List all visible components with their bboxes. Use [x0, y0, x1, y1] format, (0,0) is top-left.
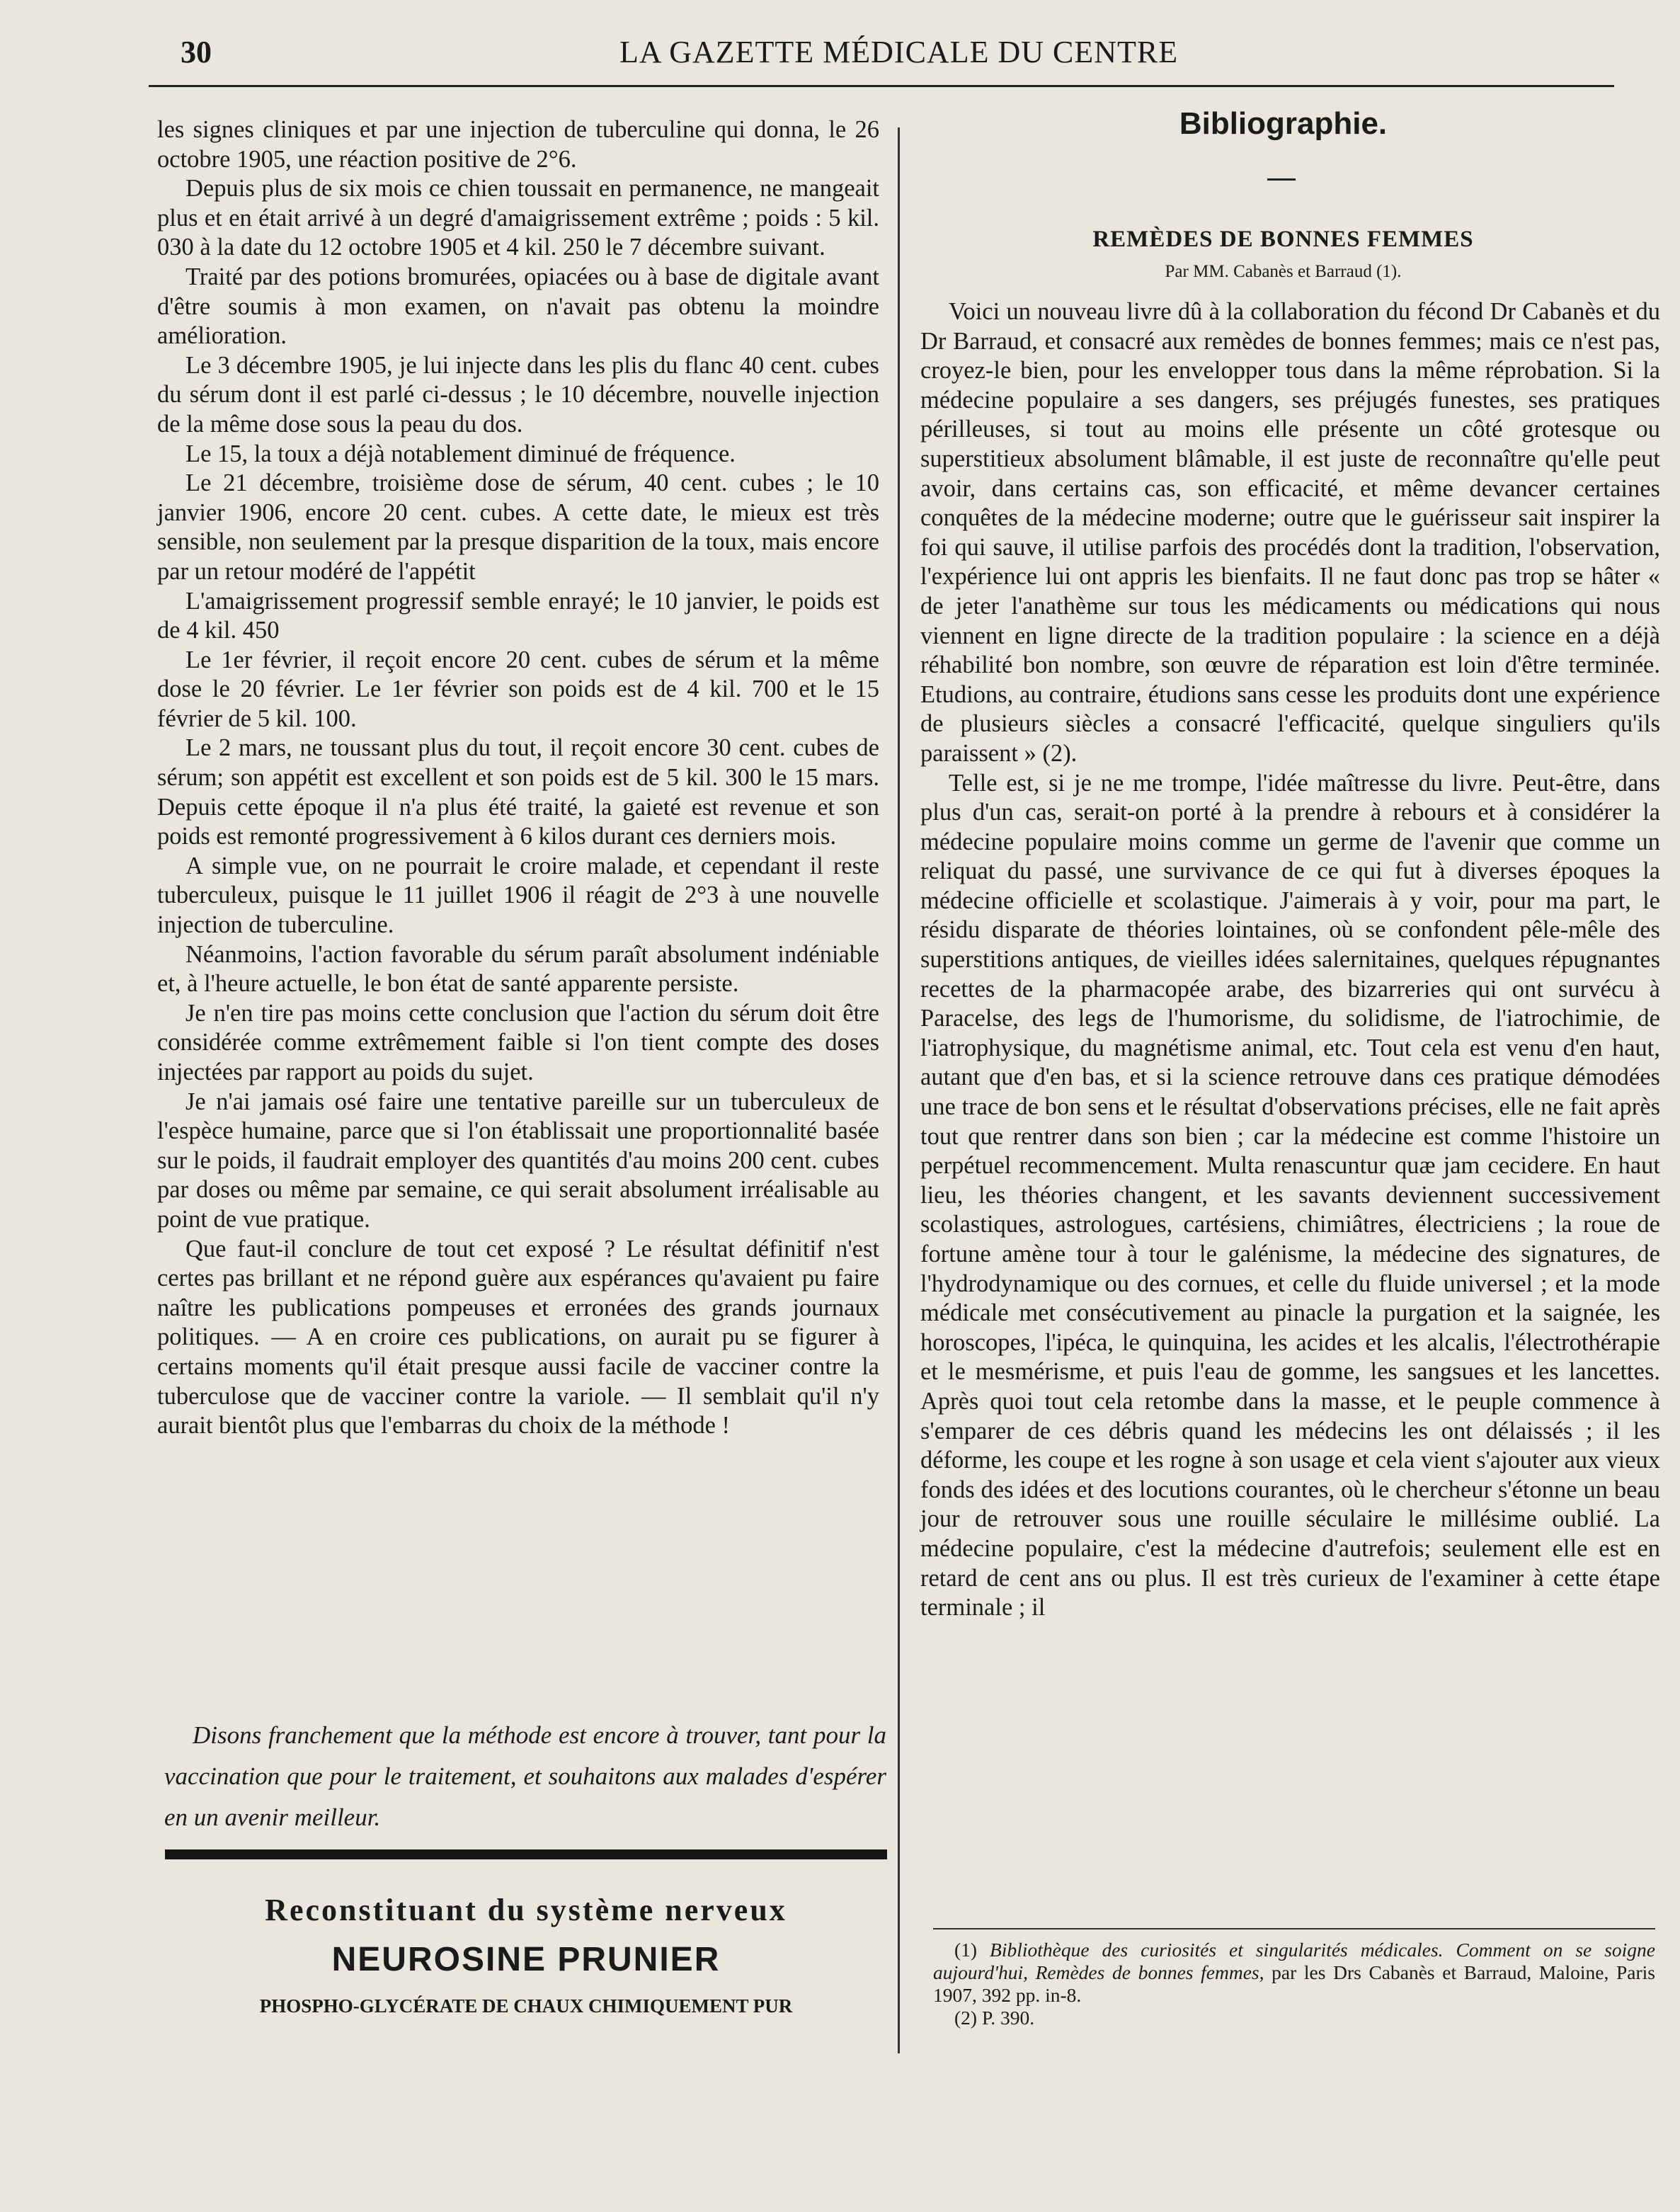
- paragraph: Le 15, la toux a déjà notablement diminué de fréquence.: [185, 440, 736, 467]
- section-title: Bibliographie.: [1179, 106, 1388, 141]
- footnote-rule: [933, 1928, 1655, 1929]
- footnote: [933, 1939, 1655, 2007]
- paragraph: les signes cliniques et par une injection de tuberculine qui donna, le 26 octobre 1905, une réaction positive de 2°6.: [157, 116, 879, 173]
- page-header: [181, 34, 1628, 91]
- paragraph: Le 1er février, il reçoit encore 20 cent. cubes de sérum et la même dose le 20 février. Le 1er février son poids est de 4 kil. 700 et le 15 février de 5 kil. 100.: [157, 646, 879, 732]
- footnotes: [933, 1939, 1655, 2029]
- advertisement-description: PHOSPHO-GLYCÉRATE DE CHAUX CHIMIQUEMENT PUR: [259, 1995, 793, 2017]
- article-byline: Par MM. Cabanès et Barraud (1).: [1165, 262, 1402, 281]
- paragraph: Traité par des potions bromurées, opiacées ou à base de digitale avant d'être soumis à mon examen, on n'avait pas obtenu la moindre amélioration.: [157, 263, 879, 350]
- right-column: [920, 297, 1660, 1623]
- title-dash: [1267, 178, 1296, 181]
- paragraph: Le 21 décembre, troisième dose de sérum, 40 cent. cubes ; le 10 janvier 1906, encore 20 cent. cubes. A cette date, le mieux est très sensible, non seulement par la presque disparition de la toux, mais encore par un retour modéré de l'appétit: [157, 469, 879, 585]
- journal-title: LA GAZETTE MÉDICALE DU CENTRE: [619, 35, 1179, 69]
- closing-paragraph: Disons franchement que la méthode est encore à trouver, tant pour la vaccination que pour le traitement, et souhaitons aux malades d'espérer en un avenir meilleur.: [164, 1721, 886, 1831]
- advertisement-tagline: Reconstituant du système nerveux: [265, 1893, 787, 1927]
- header-rule: [149, 85, 1614, 87]
- paragraph: Le 2 mars, ne toussant plus du tout, il reçoit encore 30 cent. cubes de sérum; son appétit est excellent et son poids est de 5 kil. 300 le 15 mars. Depuis cette époque il n'a plus été traité, la gaieté est revenue et son poids est remonté progressivement à 6 kilos durant ces derniers mois.: [157, 734, 879, 850]
- footnote-marker: (2): [954, 2007, 978, 2029]
- page-number: 30: [181, 35, 212, 69]
- column-divider: [898, 127, 900, 2053]
- paragraph: Depuis plus de six mois ce chien toussait en permanence, ne mangeait plus et en était arrivé à un degré d'amaigrissement extrême ; poids : 5 kil. 030 à la date du 12 octobre 1905 et 4 kil. 250 le 7 décembre suivant.: [157, 175, 879, 261]
- paragraph: Je n'en tire pas moins cette conclusion que l'action du sérum doit être considérée comme extrêmement faible si l'on tient compte des doses injectées par rapport au poids du sujet.: [157, 999, 879, 1085]
- paragraph: Voici un nouveau livre dû à la collaboration du fécond Dr Cabanès et du Dr Barraud, et consacré aux remèdes de bonnes femmes; mais ce n'est pas, croyez-le bien, pour les envelopper tous dans la même réprobation. Si la médecine populaire a ses dangers, ses préjugés funestes, ses pratiques périlleuses, si tout au moins elle présente un côté grotesque ou superstitieux absolument blâmable, il est juste de reconnaître qu'elle peut avoir, dans certains cas, son efficacité, et même devancer certaines conquêtes de la médecine moderne; outre que le guérisseur sait inspirer la foi qui sauve, il utilise parfois des procédés dont la tradition, l'observation, l'expérience lui ont appris les bienfaits. Il ne faut donc pas trop se hâter « de jeter l'anathème sur tous les médicaments ou médications qui nous viennent en ligne directe de la tradition populaire : la science en a déjà réhabilité bon nombre, son œuvre de réparation est loin d'être terminée. Etudions, au contraire, étudions sans cesse les produits dont une expérience de plusieurs siècles a consacré l'efficacité, quelque singuliers qu'ils paraissent » (2).: [920, 298, 1660, 767]
- footnote: [933, 2007, 1655, 2029]
- paragraph: A simple vue, on ne pourrait le croire malade, et cependant il reste tuberculeux, puisque le 11 juillet 1906 il réagit de 2°3 à une nouvelle injection de tuberculine.: [157, 852, 879, 939]
- closing-remark: [164, 1715, 886, 1838]
- paragraph: Je n'ai jamais osé faire une tentative pareille sur un tuberculeux de l'espèce humaine, parce que si l'on établissait une proportionnalité basée sur le poids, il faudrait employer des quantités d'au moins 200 cent. cubes par doses ou même par semaine, ce qui serait absolument irréalisable au point de vue pratique.: [157, 1088, 879, 1233]
- footnote-italic: Bibliothèque des curiosités et singularités médicales. Comment on se soigne aujourd'hui, Remèdes de bonnes femmes,: [933, 1939, 1655, 1983]
- paragraph: L'amaigrissement progressif semble enrayé; le 10 janvier, le poids est de 4 kil. 450: [157, 587, 879, 644]
- left-column: [157, 115, 879, 1441]
- advertisement-rule: [165, 1849, 887, 1859]
- footnote-marker: (1): [954, 1939, 978, 1961]
- footnote-text: P. 390.: [981, 2007, 1035, 2029]
- paragraph: Que faut-il conclure de tout cet exposé ? Le résultat définitif n'est certes pas brillant et ne répond guère aux espérances qu'avaient pu faire naître les publications pompeuses et erronées des grands journaux politiques. — A en croire ces publications, on aurait pu se figurer à certains moments qu'il était presque aussi facile de vacciner contre la tuberculose que de vacciner contre la variole. — Il semblait qu'il n'y aurait bientôt plus que l'embarras du choix de la méthode !: [157, 1235, 879, 1439]
- paragraph: Telle est, si je ne me trompe, l'idée maîtresse du livre. Peut-être, dans plus d'un cas, serait-on porté à la prendre à rebours et à considérer la médecine populaire moins comme un germe de l'avenir que comme un reliquat du passé, une survivance de ce qui fut à diverses époques la médecine officielle et scolastique. J'aimerais à y voir, pour ma part, le résidu disparate de théories lointaines, où se confondent pêle-mêle des superstitions antiques, de vieilles idées salernitaines, quelques répugnantes recettes de la pharmacopée arabe, des bizarreries qui ont survécu à Paracelse, des legs de l'humorisme, du solidisme, de l'iatrochimie, de l'iatrophysique, du magnétisme animal, etc. Tout cela est venu d'en haut, autant que d'en bas, et si la science retrouve dans ces pratique démodées une trace de bon sens et le résultat d'observations précises, elle ne fait après tout que rentrer dans son bien ; car la médecine est comme l'histoire un perpétuel recommencement. Multa renascuntur quæ jam cecidere. En haut lieu, les théories changent, et les savants deviennent successivement scolastiques, astrologues, cartésiens, chimiâtres, électriciens ; la roue de fortune amène tour à tour le galénisme, la médecine des signatures, de l'hydrodynamique ou des cornues, et celle du fluide universel ; et la mode médicale met consécutivement au pinacle la purgation et la saignée, les horoscopes, l'ipéca, le quinquina, les acides et les alcalis, l'électrothérapie et le mesmérisme, et puis l'eau de gomme, les sangsues et les lancettes. Après quoi tout cela retombe dans la masse, et le peuple commence à s'emparer de ces débris quand les médecins les ont délaissés ; il les déforme, les coupe et les rogne à son usage et cela vient s'ajouter aux vieux fonds des idées et des locutions courantes, où le chercheur s'étonne un beau jour de retrouver sous une rouille séculaire le millésime oublié. La médecine populaire, c'est la médecine d'autrefois; seulement elle est en retard de cent ans ou plus. Il est très curieux de l'examiner à cette étape terminale ; il: [920, 769, 1660, 1621]
- paragraph: Néanmoins, l'action favorable du sérum paraît absolument indéniable et, à l'heure actuelle, le bon état de santé apparente persiste.: [157, 940, 879, 998]
- article-title: REMÈDES DE BONNES FEMMES: [1092, 227, 1474, 252]
- footnote-text: par les Drs Cabanès et Barraud, Maloine, Paris 1907, 392 pp. in-8.: [933, 1961, 1655, 2006]
- paragraph: Le 3 décembre 1905, je lui injecte dans les plis du flanc 40 cent. cubes du sérum dont il est parlé ci-dessus ; le 10 décembre, nouvelle injection de la même dose sous la peau du dos.: [157, 351, 879, 438]
- advertisement-product: NEUROSINE PRUNIER: [331, 1941, 721, 1978]
